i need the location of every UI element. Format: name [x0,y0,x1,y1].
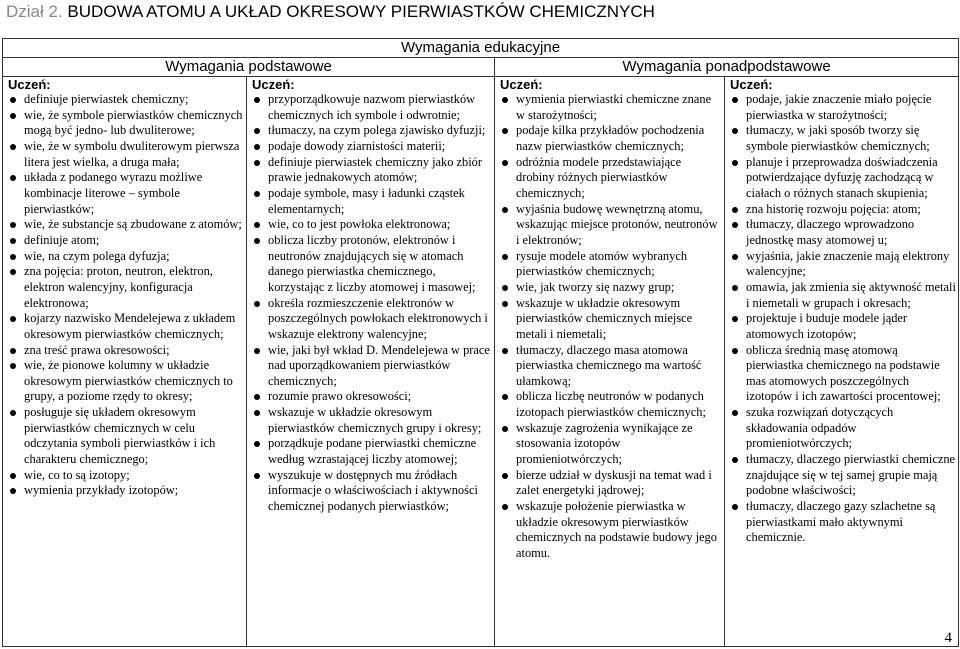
list-item: podaje dowody ziarnistości materii; [249,139,492,155]
list-item: tłumaczy, w jaki sposób tworzy się symbole pierwiastków chemicznych; [727,123,956,154]
header-wymagania-edukacyjne: Wymagania edukacyjne [3,39,959,58]
list-item: tłumaczy, na czym polega zjawisko dyfuzji; [249,123,492,139]
requirements-list [497,92,722,562]
requirements-list [727,92,956,546]
column-basic-2 [247,77,495,647]
list-item: wskazuje w układzie okresowym pierwiastków chemicznych miejsce metali i niemetali; [497,296,722,343]
list-item: szuka rozwiązań dotyczących składowania odpadów promieniotwórczych; [727,405,956,452]
page-number: 4 [944,630,952,646]
list-item: wie, na czym polega dyfuzja; [5,249,244,265]
chapter-label: Dział 2. [6,2,63,21]
list-item: wymienia pierwiastki chemiczne znane w starożytności; [497,92,722,123]
list-item: podaje symbole, masy i ładunki cząstek elementarnych; [249,186,492,217]
requirements-list [249,92,492,515]
list-item: wymienia przykłady izotopów; [5,483,244,499]
list-item: zna treść prawa okresowości; [5,343,244,359]
list-item: oblicza liczby protonów, elektronów i neutronów znajdujących się w atomach danego pierwiastka chemicznego, korzystając z liczby atomowej i masowej; [249,233,492,296]
list-item: wie, że substancje są zbudowane z atomów; [5,217,244,233]
list-item: kojarzy nazwisko Mendelejewa z układem okresowym pierwiastków chemicznych; [5,311,244,342]
list-item: wie, że w symbolu dwuliterowym pierwsza litera jest wielka, a druga mała; [5,139,244,170]
column-lead: Uczeń: [500,77,543,92]
list-item: wie, co to jest powłoka elektronowa; [249,217,492,233]
list-item: odróżnia modele przedstawiające drobiny różnych pierwiastków chemicznych; [497,155,722,202]
chapter-title: BUDOWA ATOMU A UKŁAD OKRESOWY PIERWIASTKÓW CHEMICZNYCH [67,2,655,21]
list-item: definiuje pierwiastek chemiczny jako zbiór prawie jednakowych atomów; [249,155,492,186]
list-item: oblicza średnią masę atomową pierwiastka chemicznego na podstawie mas atomowych poszczególnych izotopów i ich zawartości procentowej; [727,343,956,406]
column-lead: Uczeń: [8,77,51,92]
list-item: definiuje pierwiastek chemiczny; [5,92,244,108]
list-item: wyjaśnia budowę wewnętrzną atomu, wskazując miejsce protonów, neutronów i elektronów; [497,202,722,249]
list-item: podaje, jakie znaczenie miało pojęcie pierwiastka w starożytności; [727,92,956,123]
list-item: wyszukuje w dostępnych mu źródłach informacje o właściwościach i aktywności chemicznej podanych pierwiastków; [249,468,492,515]
requirements-table [2,38,959,647]
list-item: planuje i przeprowadza doświadczenia potwierdzające dyfuzję zachodzącą w ciałach o różnych stanach skupienia; [727,155,956,202]
column-lead: Uczeń: [730,77,773,92]
list-item: porządkuje podane pierwiastki chemiczne według wzrastającej liczby atomowej; [249,436,492,467]
list-item: wyjaśnia, jakie znaczenie mają elektrony walencyjne; [727,249,956,280]
list-item: oblicza liczbę neutronów w podanych izotopach pierwiastków chemicznych; [497,389,722,420]
list-item: rysuje modele atomów wybranych pierwiastków chemicznych; [497,249,722,280]
list-item: posługuje się układem okresowym pierwiastków chemicznych w celu odczytania symboli pierwiastków i ich charakteru chemicznego; [5,405,244,468]
column-basic-1 [3,77,247,647]
list-item: wie, że pionowe kolumny w układzie okresowym pierwiastków chemicznych to grupy, a poziome rzędy to okresy; [5,358,244,405]
list-item: definiuje atom; [5,233,244,249]
list-item: wskazuje położenie pierwiastka w układzie okresowym pierwiastków chemicznych na podstawie budowy jego atomu. [497,499,722,562]
list-item: wskazuje zagrożenia wynikające ze stosowania izotopów promieniotwórczych; [497,421,722,468]
list-item: zna historię rozwoju pojęcia: atom; [727,202,956,218]
list-item: wie, jaki był wkład D. Mendelejewa w prace nad uporządkowaniem pierwiastków chemicznych; [249,343,492,390]
list-item: układa z podanego wyrazu możliwe kombinacje literowe – symbole pierwiastków; [5,170,244,217]
column-advanced-2 [725,77,959,647]
list-item: określa rozmieszczenie elektronów w poszczególnych powłokach elektronowych i wskazuje elektrony walencyjne; [249,296,492,343]
list-item: wskazuje w układzie okresowym pierwiastków chemicznych grupy i okresy; [249,405,492,436]
list-item: tłumaczy, dlaczego masa atomowa pierwiastka chemicznego ma wartość ułamkową; [497,343,722,390]
list-item: tłumaczy, dlaczego gazy szlachetne są pierwiastkami mało aktywnymi chemicznie. [727,499,956,546]
header-wymagania-ponadpodstawowe: Wymagania ponadpodstawowe [495,58,959,77]
header-wymagania-podstawowe: Wymagania podstawowe [3,58,495,77]
list-item: omawia, jak zmienia się aktywność metali i niemetali w grupach i okresach; [727,280,956,311]
page-header [6,2,655,22]
list-item: wie, jak tworzy się nazwy grup; [497,280,722,296]
list-item: projektuje i buduje modele jąder atomowych izotopów; [727,311,956,342]
column-lead: Uczeń: [252,77,295,92]
list-item: tłumaczy, dlaczego wprowadzono jednostkę masy atomowej u; [727,217,956,248]
list-item: wie, że symbole pierwiastków chemicznych mogą być jedno- lub dwuliterowe; [5,108,244,139]
list-item: zna pojęcia: proton, neutron, elektron, elektron walencyjny, konfiguracja elektronowa; [5,264,244,311]
list-item: podaje kilka przykładów pochodzenia nazw pierwiastków chemicznych; [497,123,722,154]
list-item: przyporządkowuje nazwom pierwiastków chemicznych ich symbole i odwrotnie; [249,92,492,123]
list-item: rozumie prawo okresowości; [249,389,492,405]
list-item: tłumaczy, dlaczego pierwiastki chemiczne znajdujące się w tej samej grupie mają podobne właściwości; [727,452,956,499]
list-item: bierze udział w dyskusji na temat wad i zalet energetyki jądrowej; [497,468,722,499]
requirements-list [5,92,244,499]
column-advanced-1 [495,77,725,647]
list-item: wie, co to są izotopy; [5,468,244,484]
